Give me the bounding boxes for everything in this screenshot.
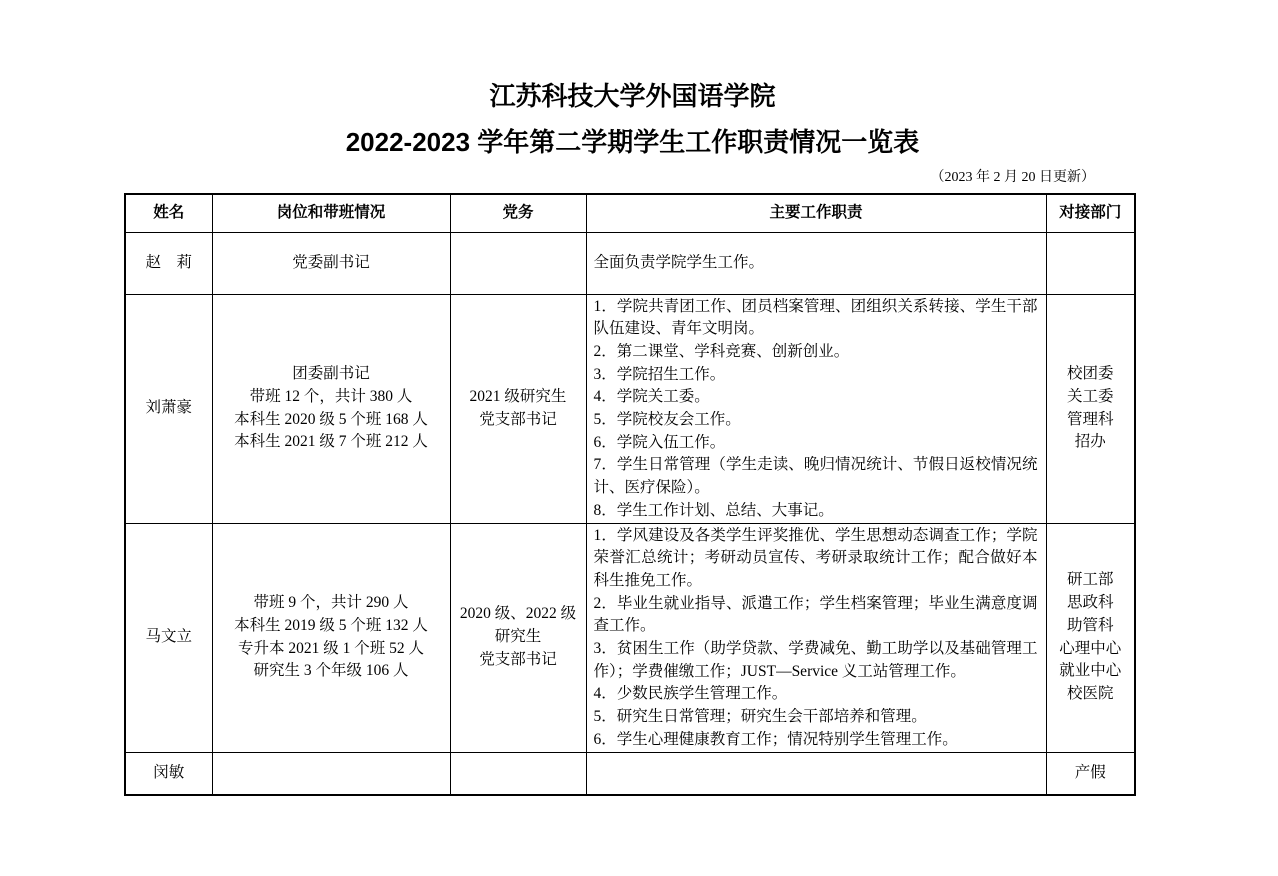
duties-cell [586, 232, 1046, 294]
duty-item: 8．学生工作计划、总结、大事记。 [593, 501, 834, 519]
party-cell [450, 523, 586, 752]
table-row [125, 294, 1135, 523]
party-cell [450, 752, 586, 795]
table-row [125, 523, 1135, 752]
duty-item: 1．学院共青团工作、团员档案管理、团组织关系转接、学生干部队伍建设、青年文明岗。 [593, 297, 1038, 338]
party-line: 2021 级研究生 [469, 387, 567, 405]
department-line: 心理中心 [1059, 639, 1122, 657]
party-cell [450, 232, 586, 294]
department-line: 招办 [1074, 433, 1106, 451]
party-line: 党支部书记 [479, 410, 557, 428]
duties-cell [586, 294, 1046, 523]
duties-cell [586, 752, 1046, 795]
duty-item: 6．学生心理健康教育工作；情况特别学生管理工作。 [593, 730, 958, 748]
name-cell: 赵 莉 [125, 232, 212, 294]
party-line: 研究生 [494, 628, 542, 646]
header-duties: 主要工作职责 [586, 194, 1046, 232]
duty-item: 3．贫困生工作（助学贷款、学费减免、勤工助学以及基础管理工作）；学费催缴工作；JUST—Service 义工站管理工作。 [593, 640, 1038, 680]
position-line: 本科生 2021 级 7 个班 212 人 [234, 433, 428, 451]
department-line: 研工部 [1066, 571, 1114, 589]
department-line: 思政科 [1066, 594, 1114, 612]
name-cell: 刘萧豪 [125, 294, 212, 523]
departments-cell [1046, 294, 1135, 523]
party-line: 党支部书记 [479, 650, 557, 668]
duty-item: 6．学院入伍工作。 [593, 433, 726, 451]
update-date: （2023 年 2 月 20 日更新） [930, 170, 1095, 185]
party-cell [450, 294, 586, 523]
position-cell [212, 232, 450, 294]
header-departments: 对接部门 [1046, 194, 1135, 232]
page-subtitle: 2022-2023 学年第二学期学生工作职责情况一览表 [345, 127, 920, 157]
header-party: 党务 [450, 194, 586, 232]
header-name: 姓名 [125, 194, 212, 232]
position-line: 团委副书记 [292, 365, 370, 383]
duties-cell [586, 523, 1046, 752]
position-line: 研究生 3 个年级 106 人 [253, 662, 409, 680]
table-row [125, 232, 1135, 294]
department-line: 产假 [1074, 763, 1106, 781]
departments-cell [1046, 752, 1135, 795]
party-line: 2020 级、2022 级 [459, 605, 577, 623]
department-line: 就业中心 [1059, 662, 1122, 680]
table-header-row [125, 194, 1135, 232]
department-line: 关工委 [1066, 387, 1114, 405]
page-title: 江苏科技大学外国语学院 [489, 81, 776, 111]
name-cell: 马文立 [125, 523, 212, 752]
departments-cell [1046, 523, 1135, 752]
table-row [125, 752, 1135, 795]
position-line: 本科生 2019 级 5 个班 132 人 [234, 616, 428, 634]
position-line: 党委副书记 [292, 253, 370, 271]
position-line: 本科生 2020 级 5 个班 168 人 [234, 410, 428, 428]
position-cell [212, 523, 450, 752]
header-position: 岗位和带班情况 [212, 194, 450, 232]
position-line: 专升本 2021 级 1 个班 52 人 [237, 639, 424, 657]
department-line: 校医院 [1066, 684, 1114, 702]
duty-item: 5．学院校友会工作。 [593, 411, 741, 429]
position-line: 带班 9 个，共计 290 人 [253, 594, 409, 612]
position-line: 带班 12 个，共计 380 人 [249, 387, 413, 405]
duty-item: 2．第二课堂、学科竞赛、创新创业。 [593, 342, 850, 360]
duty-item: 3．学院招生工作。 [593, 365, 726, 383]
name-cell: 闵敏 [125, 752, 212, 795]
position-cell [212, 294, 450, 523]
department-line: 助管科 [1066, 616, 1114, 634]
position-cell [212, 752, 450, 795]
duty-item: 全面负责学院学生工作。 [593, 254, 765, 272]
duty-item: 4．学院关工委。 [593, 388, 710, 406]
duty-table [124, 193, 1136, 796]
departments-cell [1046, 232, 1135, 294]
department-line: 校团委 [1066, 365, 1114, 383]
duty-item: 4．少数民族学生管理工作。 [593, 685, 788, 703]
department-line: 管理科 [1066, 410, 1114, 428]
duty-item: 2．毕业生就业指导、派遣工作；学生档案管理；毕业生满意度调查工作。 [593, 594, 1038, 635]
duty-item: 7．学生日常管理（学生走读、晚归情况统计、节假日返校情况统计、医疗保险）。 [593, 456, 1038, 497]
duty-item: 5．研究生日常管理；研究生会干部培养和管理。 [593, 708, 927, 726]
duty-item: 1．学风建设及各类学生评奖推优、学生思想动态调查工作；学院荣誉汇总统计；考研动员宣传、考研录取统计工作；配合做好本科生推免工作。 [593, 526, 1038, 589]
